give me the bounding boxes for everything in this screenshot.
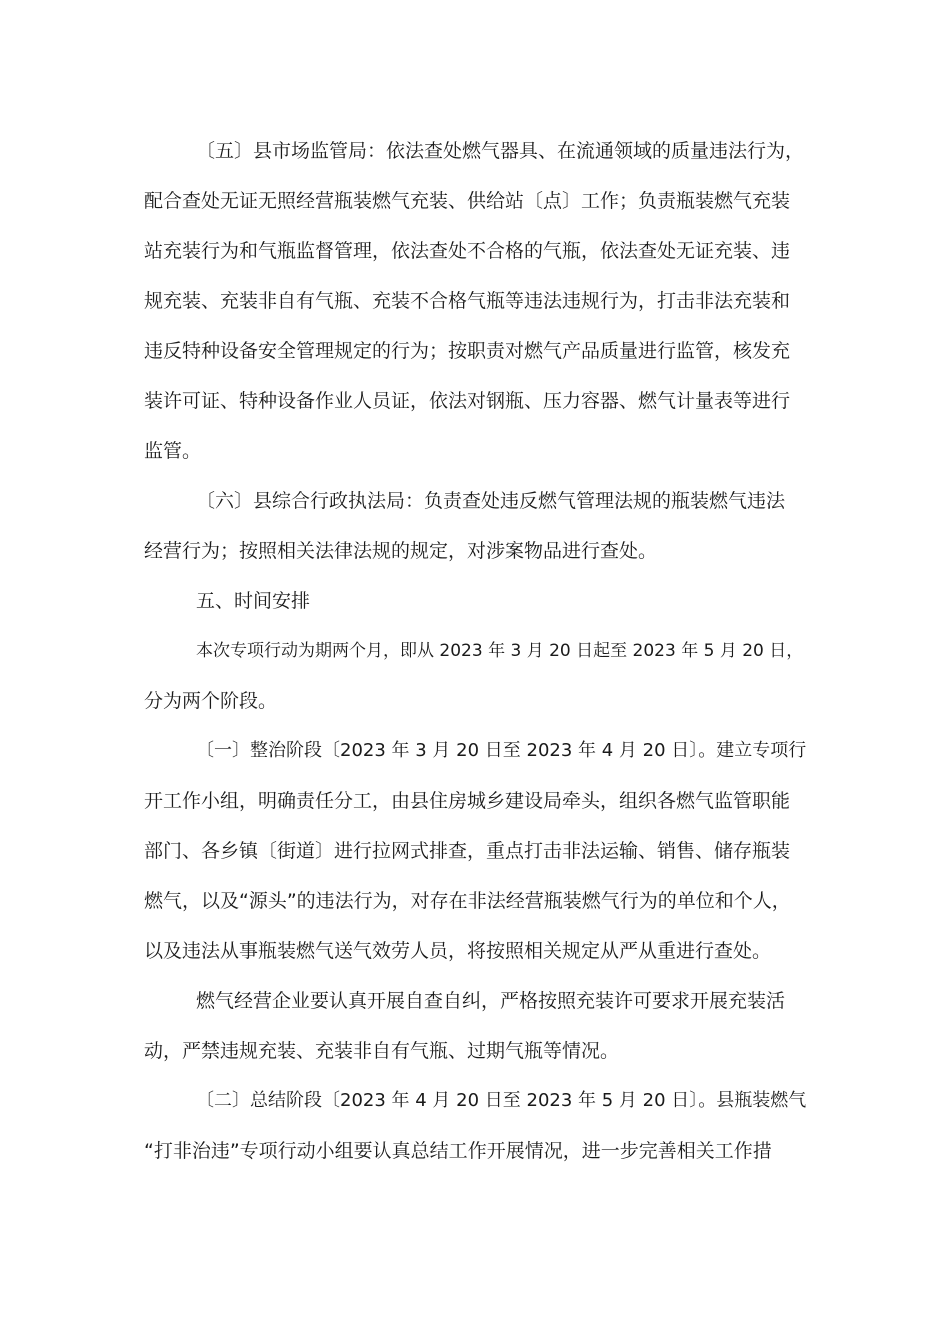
paragraph-line: 分为两个阶段。 — [144, 690, 278, 712]
paragraph-line: 〔一〕整治阶段〔2023 年 3 月 20 日至 2023 年 4 月 20 日〕。建立专项行 — [196, 740, 807, 761]
paragraph-line: 燃气，以及“源头”的违法行为，对存在非法经营瓶装燃气行为的单位和个人， — [144, 890, 791, 912]
paragraph-line: 以及违法从事瓶装燃气送气效劳人员，将按照相关规定从严从重进行查处。 — [144, 940, 772, 962]
paragraph-line: “打非治违”专项行动小组要认真总结工作开展情况，进一步完善相关工作措 — [144, 1140, 772, 1162]
paragraph-line: 〔五〕县市场监管局：依法查处燃气器具、在流通领域的质量违法行为， — [196, 140, 805, 162]
paragraph-line: 部门、各乡镇〔街道〕进行拉网式排查，重点打击非法运输、销售、储存瓶装 — [144, 840, 791, 862]
paragraph-line: 动，严禁违规充装、充装非自有气瓶、过期气瓶等情况。 — [144, 1040, 620, 1062]
paragraph-line: 经营行为；按照相关法律法规的规定，对涉案物品进行查处。 — [144, 540, 658, 562]
paragraph-line: 燃气经营企业要认真开展自查自纠，严格按照充装许可要求开展充装活 — [196, 990, 786, 1012]
paragraph-line: 监管。 — [144, 440, 202, 462]
paragraph-line: 开工作小组，明确责任分工，由县住房城乡建设局牵头，组织各燃气监管职能 — [144, 790, 791, 812]
paragraph-line: 规充装、充装非自有气瓶、充装不合格气瓶等违法违规行为，打击非法充装和 — [144, 290, 791, 312]
paragraph-line: 违反特种设备安全管理规定的行为；按职责对燃气产品质量进行监管，核发充 — [144, 340, 791, 362]
paragraph-line: 装许可证、特种设备作业人员证，依法对钢瓶、压力容器、燃气计量表等进行 — [144, 390, 791, 412]
paragraph-line: 站充装行为和气瓶监督管理，依法查处不合格的气瓶，依法查处无证充装、违 — [144, 240, 791, 262]
section-heading: 五、时间安排 — [196, 590, 311, 612]
paragraph-line: 配合查处无证无照经营瓶装燃气充装、供给站〔点〕工作；负责瓶装燃气充装 — [144, 190, 791, 212]
paragraph-line: 本次专项行动为期两个月，即从 2023 年 3 月 20 日起至 2023 年 5 月 20 日， — [196, 641, 804, 661]
document-body — [144, 126, 808, 1176]
paragraph-line: 〔六〕县综合行政执法局：负责查处违反燃气管理法规的瓶装燃气违法 — [196, 490, 786, 512]
paragraph-line: 〔二〕总结阶段〔2023 年 4 月 20 日至 2023 年 5 月 20 日〕。县瓶装燃气 — [196, 1090, 807, 1111]
